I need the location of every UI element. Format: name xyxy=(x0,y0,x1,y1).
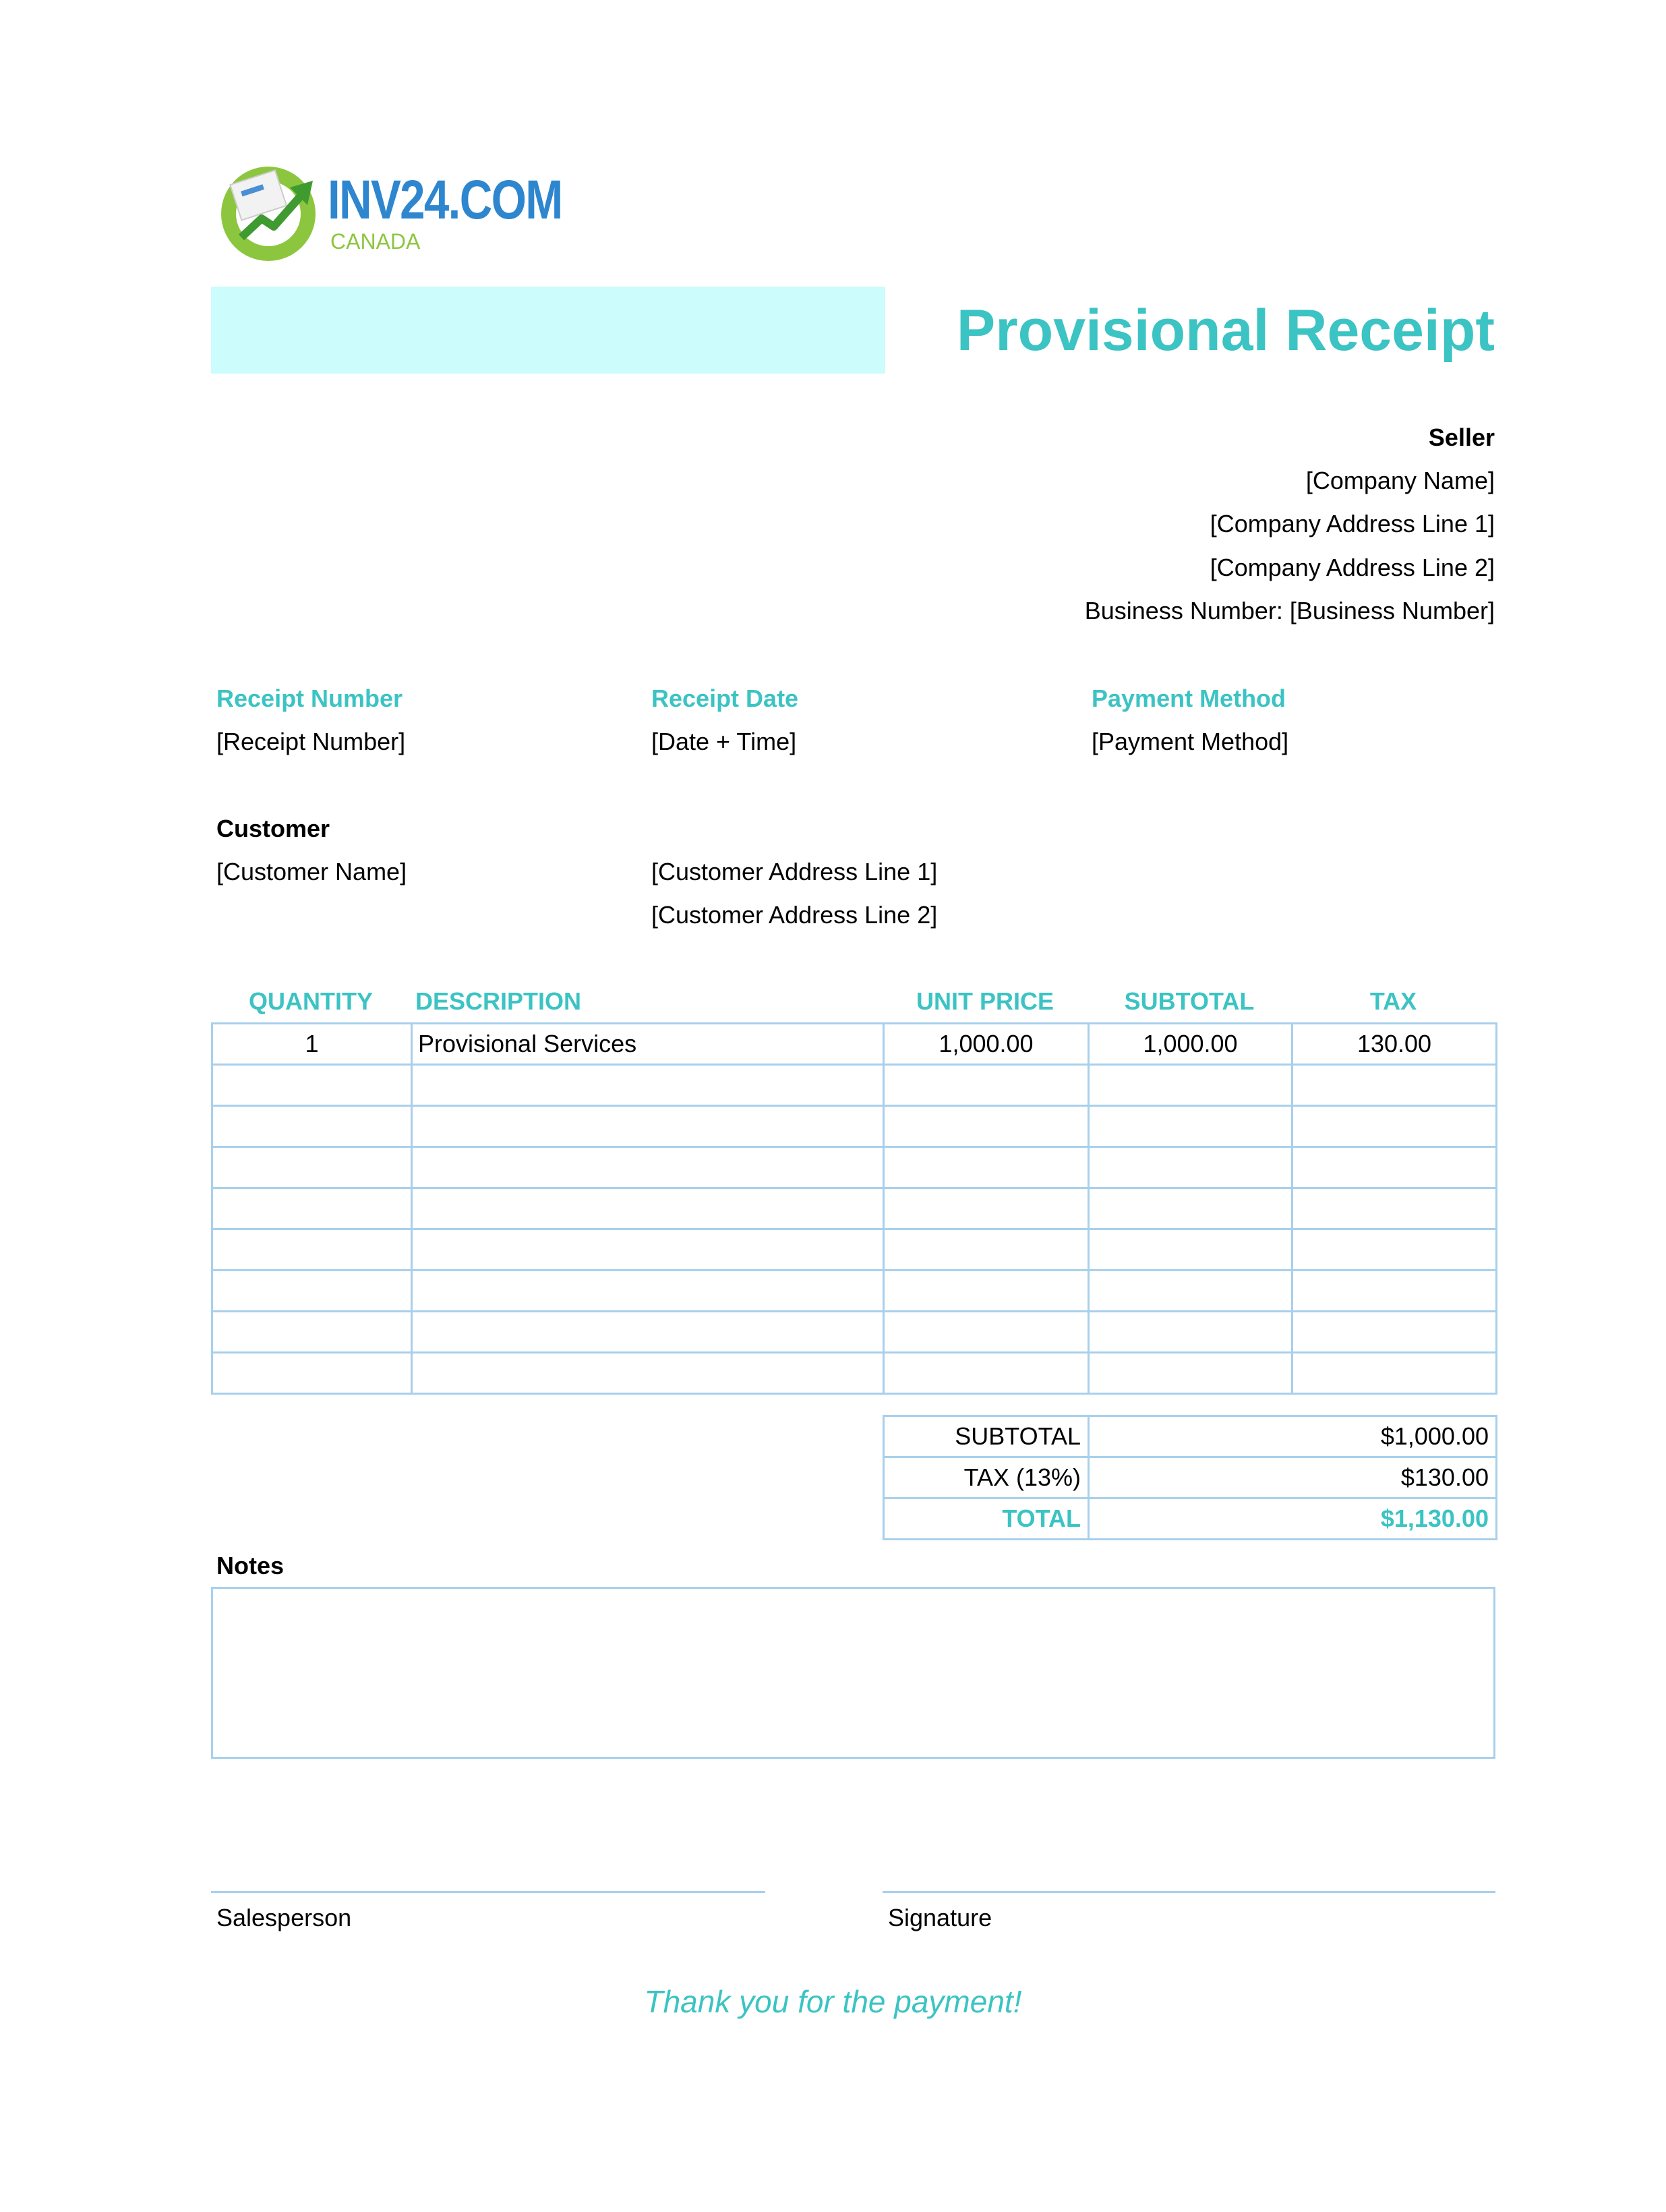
cell-quantity xyxy=(212,1353,412,1394)
cell-description xyxy=(412,1188,884,1229)
total-row xyxy=(884,1498,1497,1540)
cell-subtotal xyxy=(1089,1353,1292,1394)
cell-unit-price xyxy=(884,1106,1089,1147)
cell-unit-price xyxy=(884,1312,1089,1353)
seller-heading: Seller xyxy=(1428,424,1495,451)
table-row xyxy=(212,1147,1497,1188)
cell-tax xyxy=(1292,1353,1497,1394)
total-label: TOTAL xyxy=(884,1498,1089,1540)
column-header-unit-price: UNIT PRICE xyxy=(916,987,1054,1015)
table-row xyxy=(212,1188,1497,1229)
cell-description xyxy=(412,1065,884,1106)
cell-tax xyxy=(1292,1188,1497,1229)
cell-quantity xyxy=(212,1271,412,1312)
table-row xyxy=(212,1065,1497,1106)
table-row xyxy=(212,1024,1497,1065)
cell-subtotal: 1,000.00 xyxy=(1089,1024,1292,1065)
cell-quantity: 1 xyxy=(212,1024,412,1065)
logo xyxy=(214,156,322,264)
cell-unit-price: 1,000.00 xyxy=(884,1024,1089,1065)
cell-tax xyxy=(1292,1312,1497,1353)
cell-description: Provisional Services xyxy=(412,1024,884,1065)
column-header-description: DESCRIPTION xyxy=(415,987,582,1015)
notes-box xyxy=(211,1587,1495,1759)
salesperson-label: Salesperson xyxy=(216,1904,352,1931)
totals-table xyxy=(883,1415,1497,1540)
receipt-date-label: Receipt Date xyxy=(651,685,799,712)
table-row xyxy=(212,1229,1497,1271)
tax-value: $130.00 xyxy=(1089,1457,1497,1498)
customer-address-1: [Customer Address Line 1] xyxy=(651,858,938,885)
seller-address-1: [Company Address Line 1] xyxy=(1210,510,1495,537)
cell-unit-price xyxy=(884,1229,1089,1271)
table-row xyxy=(212,1271,1497,1312)
cell-tax xyxy=(1292,1271,1497,1312)
tax-label: TAX (13%) xyxy=(884,1457,1089,1498)
column-header-quantity: QUANTITY xyxy=(249,987,373,1015)
customer-heading: Customer xyxy=(216,815,330,842)
cell-quantity xyxy=(212,1147,412,1188)
seller-business-number: Business Number: [Business Number] xyxy=(1084,597,1495,624)
cell-tax xyxy=(1292,1147,1497,1188)
page-title: Provisional Receipt xyxy=(956,298,1495,363)
table-row xyxy=(212,1353,1497,1394)
subtotal-label: SUBTOTAL xyxy=(884,1416,1089,1457)
cell-tax xyxy=(1292,1106,1497,1147)
cell-unit-price xyxy=(884,1065,1089,1106)
cell-quantity xyxy=(212,1229,412,1271)
cell-quantity xyxy=(212,1188,412,1229)
cell-description xyxy=(412,1353,884,1394)
invoice-arrow-logo-icon xyxy=(214,156,322,264)
receipt-number-label: Receipt Number xyxy=(216,685,403,712)
cell-tax: 130.00 xyxy=(1292,1024,1497,1065)
cell-unit-price xyxy=(884,1188,1089,1229)
cell-subtotal xyxy=(1089,1312,1292,1353)
seller-company-name: [Company Name] xyxy=(1305,467,1495,494)
items-table xyxy=(211,1022,1497,1395)
receipt-number-value: [Receipt Number] xyxy=(216,728,406,755)
cell-subtotal xyxy=(1089,1188,1292,1229)
payment-method-label: Payment Method xyxy=(1092,685,1286,712)
cell-description xyxy=(412,1312,884,1353)
tax-row xyxy=(884,1457,1497,1498)
notes-content xyxy=(213,1589,1493,1602)
cell-description xyxy=(412,1147,884,1188)
seller-address-2: [Company Address Line 2] xyxy=(1210,554,1495,581)
cell-description xyxy=(412,1271,884,1312)
cell-quantity xyxy=(212,1106,412,1147)
cell-description xyxy=(412,1106,884,1147)
cell-tax xyxy=(1292,1229,1497,1271)
salesperson-line xyxy=(211,1891,765,1893)
cell-subtotal xyxy=(1089,1106,1292,1147)
cell-subtotal xyxy=(1089,1065,1292,1106)
subtotal-row xyxy=(884,1416,1497,1457)
signature-line xyxy=(883,1891,1495,1893)
table-row xyxy=(212,1312,1497,1353)
cell-description xyxy=(412,1229,884,1271)
total-value: $1,130.00 xyxy=(1089,1498,1497,1540)
notes-heading: Notes xyxy=(216,1552,285,1579)
cell-tax xyxy=(1292,1065,1497,1106)
logo-wordmark: INV24.COM xyxy=(328,169,562,231)
cell-unit-price xyxy=(884,1147,1089,1188)
customer-name: [Customer Name] xyxy=(216,858,407,885)
cell-quantity xyxy=(212,1312,412,1353)
column-header-subtotal: SUBTOTAL xyxy=(1124,987,1255,1015)
receipt-date-value: [Date + Time] xyxy=(651,728,797,755)
cell-quantity xyxy=(212,1065,412,1106)
column-header-tax: TAX xyxy=(1369,987,1417,1015)
table-row xyxy=(212,1106,1497,1147)
cell-subtotal xyxy=(1089,1229,1292,1271)
payment-method-value: [Payment Method] xyxy=(1092,728,1289,755)
cell-unit-price xyxy=(884,1353,1089,1394)
cell-subtotal xyxy=(1089,1147,1292,1188)
logo-subtitle: CANADA xyxy=(330,229,421,254)
signature-label: Signature xyxy=(888,1904,992,1931)
cell-subtotal xyxy=(1089,1271,1292,1312)
title-highlight-box xyxy=(211,287,885,374)
customer-address-2: [Customer Address Line 2] xyxy=(651,901,938,929)
subtotal-value: $1,000.00 xyxy=(1089,1416,1497,1457)
cell-unit-price xyxy=(884,1271,1089,1312)
thank-you-message: Thank you for the payment! xyxy=(644,1984,1022,2019)
